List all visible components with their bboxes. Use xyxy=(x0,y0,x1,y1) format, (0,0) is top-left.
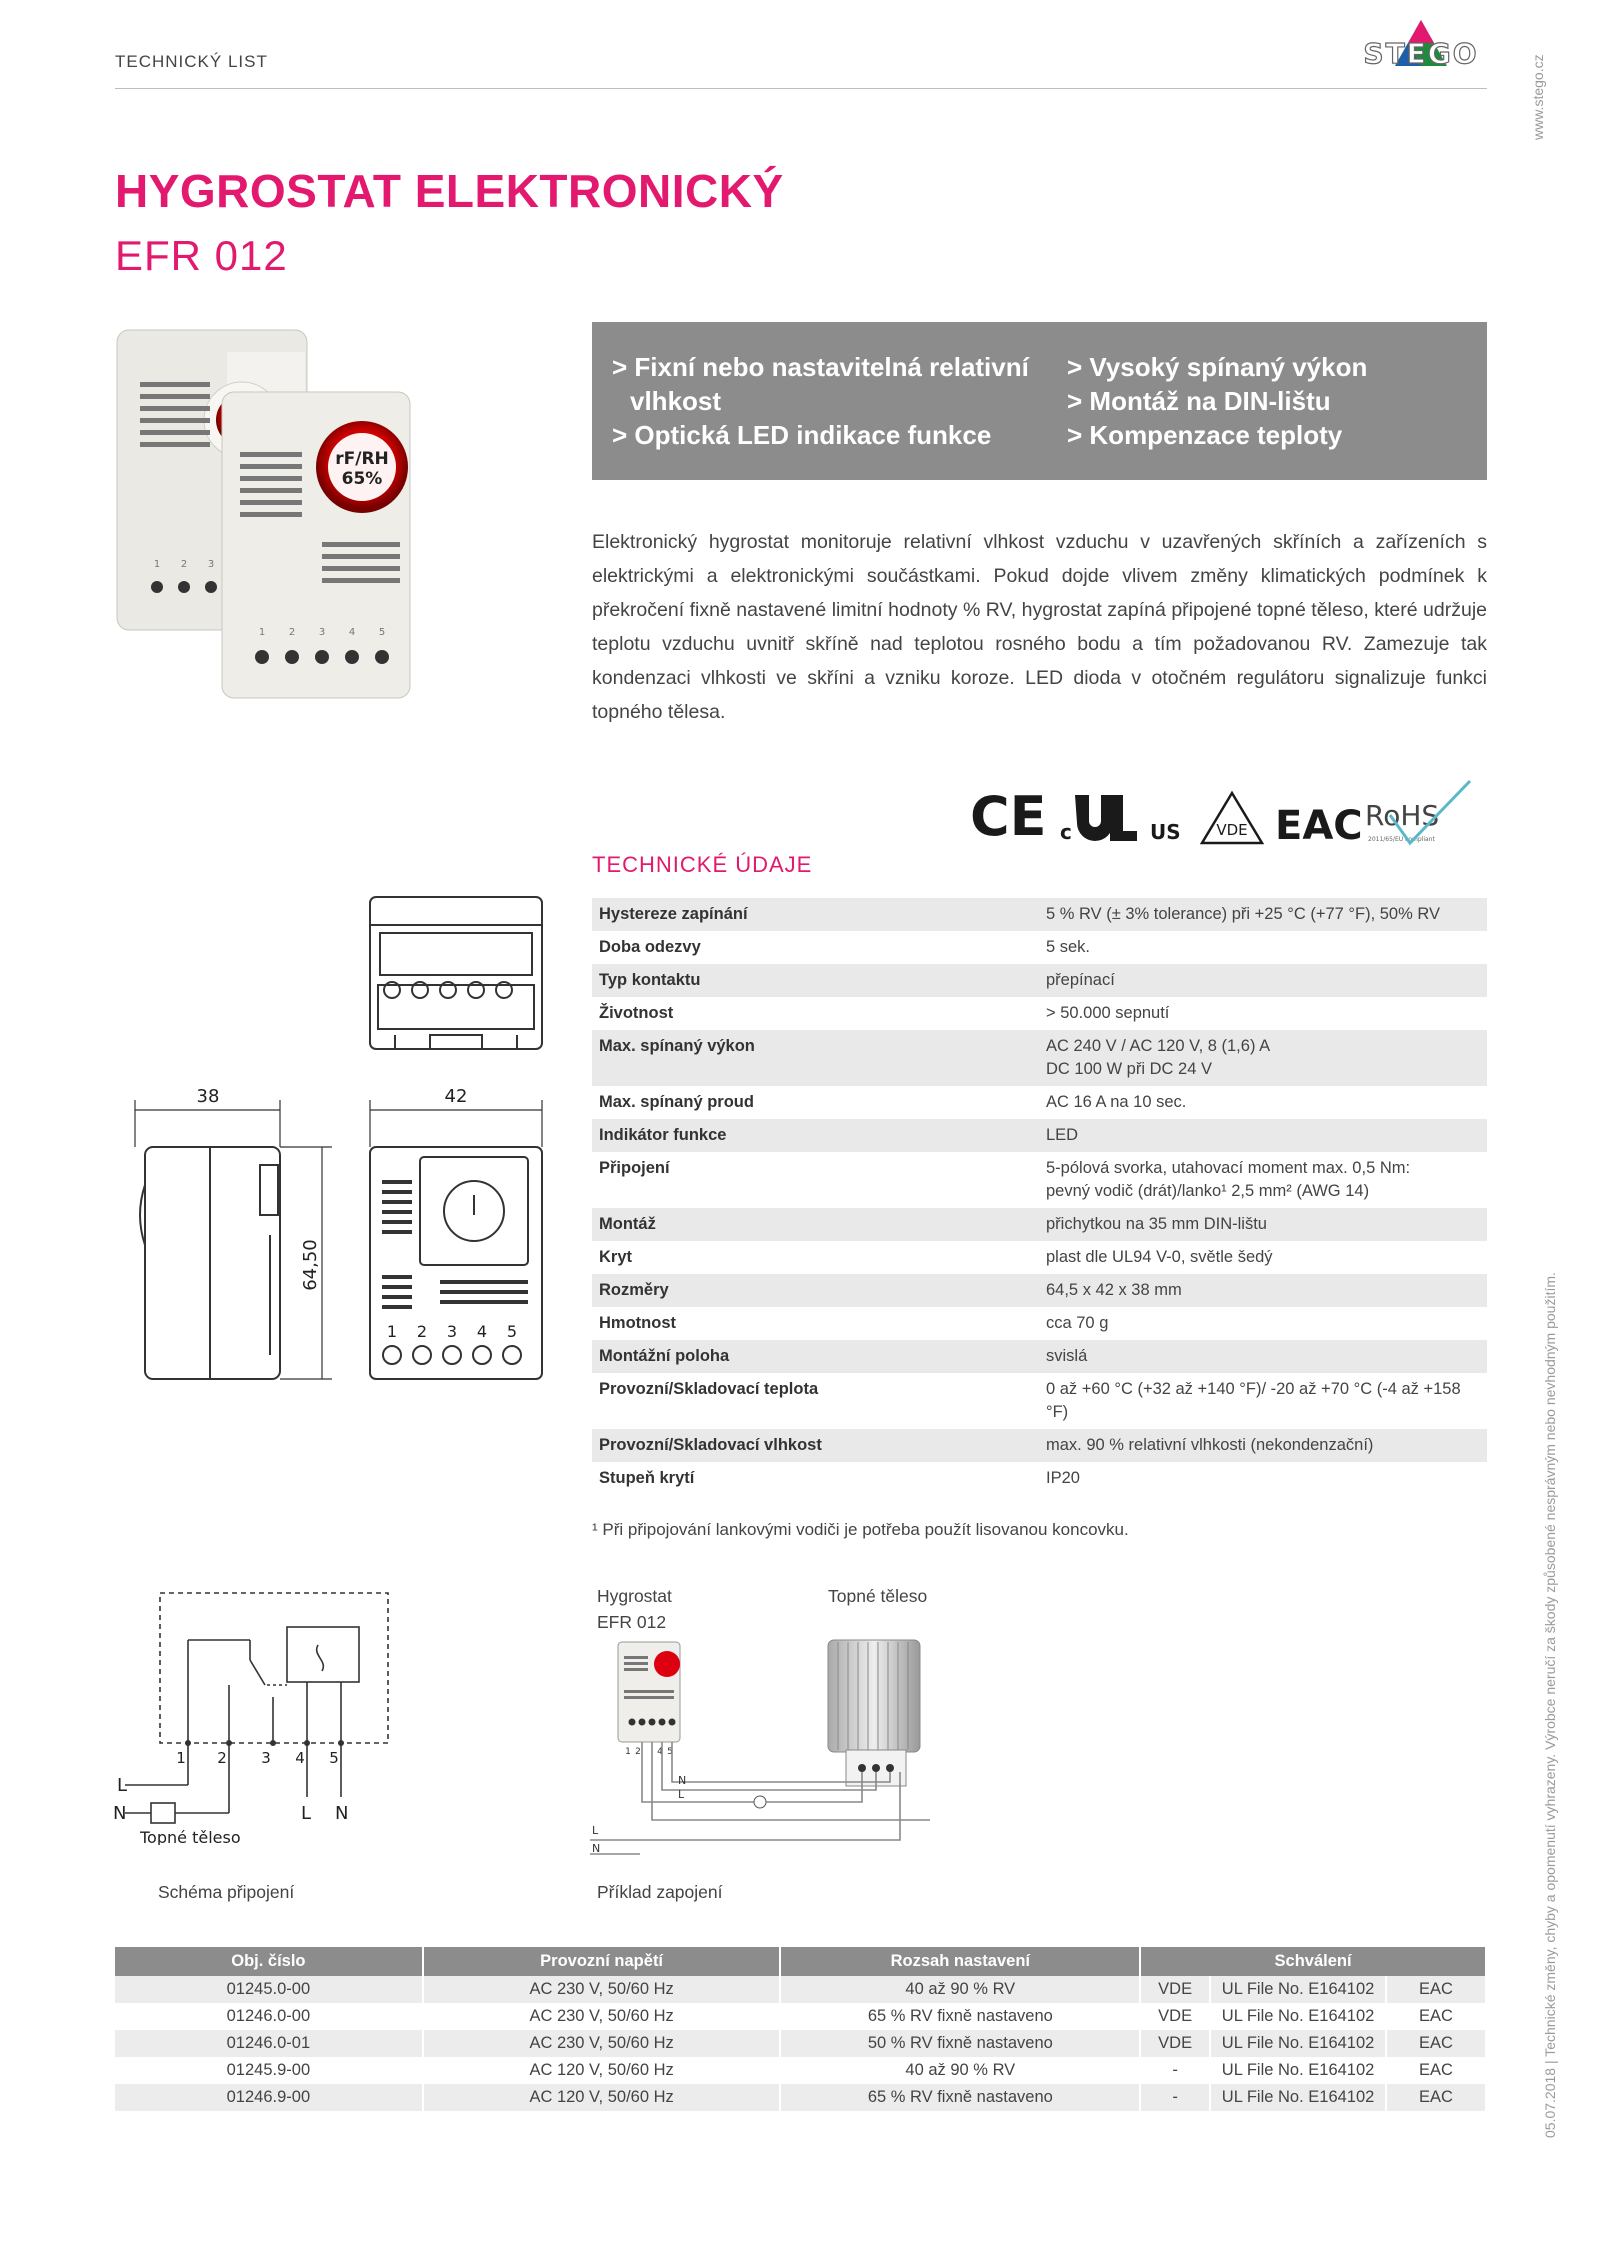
page-title: HYGROSTAT ELEKTRONICKÝ xyxy=(115,165,784,217)
spec-value: LED xyxy=(1039,1119,1487,1152)
ex-wire-L: L xyxy=(678,1788,685,1801)
ul-c-mark: c xyxy=(1060,820,1072,844)
wiring-example xyxy=(590,1632,930,1864)
order-row xyxy=(115,2084,1486,2111)
feature-temp-compensation: > Kompenzace teploty xyxy=(1067,420,1343,450)
order-table xyxy=(115,1947,1487,2111)
col-header-order-no: Obj. číslo xyxy=(115,1947,423,1976)
order-row xyxy=(115,1976,1486,2003)
front-terminal-1: 1 xyxy=(258,627,266,638)
order-cell: 01245.9-00 xyxy=(115,2057,423,2084)
ex-terminal-4: 4 xyxy=(657,1747,663,1757)
svg-text:STEGO: STEGO xyxy=(1363,37,1479,70)
order-row xyxy=(115,2057,1486,2084)
schem-terminal-4: 4 xyxy=(295,1749,305,1767)
schem-terminal-1: 1 xyxy=(176,1749,186,1767)
order-cell: 65 % RV fixně nastaveno xyxy=(780,2084,1140,2111)
spec-key: Hystereze zapínání xyxy=(592,898,1039,931)
spec-key: Doba odezvy xyxy=(599,938,701,956)
document-type: TECHNICKÝ LIST xyxy=(115,52,268,71)
spec-key: Max. spínaný výkon xyxy=(592,1030,1039,1086)
order-cell: 01245.0-00 xyxy=(115,1976,423,2003)
rohs-text: RoHS xyxy=(1365,799,1440,832)
example-heater-label: Topné těleso xyxy=(828,1586,928,1606)
front-terminal-4: 4 xyxy=(348,627,356,638)
order-cell: AC 230 V, 50/60 Hz xyxy=(423,2030,781,2057)
order-cell: 50 % RV fixně nastaveno xyxy=(780,2030,1140,2057)
rohs-note: 2011/65/EU compliant xyxy=(1368,836,1435,843)
order-cell: AC 120 V, 50/60 Hz xyxy=(423,2084,781,2111)
schem-N-label: N xyxy=(113,1803,127,1824)
dim-terminal-1: 1 xyxy=(386,1322,398,1341)
order-cell: UL File No. E164102 xyxy=(1210,2003,1386,2030)
spec-key: Kryt xyxy=(599,1248,633,1266)
spec-row xyxy=(592,964,1487,997)
ul-us-mark: US xyxy=(1150,820,1181,844)
knob-label-1: rF/RH xyxy=(335,449,389,469)
spec-value-line: DC 100 W při DC 24 V xyxy=(1046,1060,1212,1078)
schem-terminal-2: 2 xyxy=(217,1749,227,1767)
order-cell: EAC xyxy=(1386,2003,1486,2030)
ex-terminal-1: 1 xyxy=(625,1747,631,1757)
spec-row xyxy=(592,1152,1487,1208)
rohs-mark xyxy=(1365,781,1470,843)
side-legal-note: 05.07.2018 | Technické změny, chyby a opomenutí vyhrazeny. Výrobce neručí za škody způsobené nesprávným nebo nevhodným použitím. xyxy=(1542,1272,1558,2138)
order-header-row xyxy=(115,1947,1486,1976)
order-row xyxy=(115,2003,1486,2030)
spec-row xyxy=(592,1462,1487,1495)
spec-value: 5 % RV (± 3% tolerance) při +25 °C (+77 °F), 50% RV xyxy=(1039,898,1487,931)
order-cell: 40 až 90 % RV xyxy=(780,1976,1140,2003)
spec-key: Montáž xyxy=(592,1208,1039,1241)
order-cell: EAC xyxy=(1386,1976,1486,2003)
ex-supply-N: N xyxy=(592,1842,601,1855)
tech-data-heading: TECHNICKÉ ÚDAJE xyxy=(592,852,813,877)
dim-terminal-4: 4 xyxy=(476,1322,488,1341)
order-row xyxy=(115,2030,1486,2057)
order-cell: VDE xyxy=(1140,1976,1210,2003)
schem-L-out-label: L xyxy=(301,1803,312,1824)
spec-row xyxy=(592,1030,1487,1086)
spec-value: plast dle UL94 V-0, světle šedý xyxy=(1046,1248,1273,1266)
spec-key: Typ kontaktu xyxy=(592,964,1039,997)
example-hygrostat-label-1: Hygrostat xyxy=(597,1586,672,1606)
spec-value: 0 až +60 °C (+32 až +140 °F)/ -20 až +70 °C (-4 až +158 °F) xyxy=(1046,1380,1461,1421)
eac-mark: EAC xyxy=(1275,803,1363,849)
schem-terminal-3: 3 xyxy=(261,1749,271,1767)
spec-row xyxy=(592,997,1487,1030)
spec-value: svislá xyxy=(1039,1340,1487,1373)
order-cell: AC 230 V, 50/60 Hz xyxy=(423,1976,781,2003)
order-cell: 65 % RV fixně nastaveno xyxy=(780,2003,1140,2030)
feature-high-switching: > Vysoký spínaný výkon xyxy=(1067,352,1368,382)
intro-paragraph: Elektronický hygrostat monitoruje relativní vlhkost vzduchu v uzavřených skříních a zařízeních s elektrickými a elektronickými součástkami. Pokud dojde vlivem změny klimatických podmínek k překročení fixně nastavené limitní hodnoty % RV, hygrostat zapíná připojené topné těleso, které udržuje teplotu vzduchu uvnitř skříně nad teplotou rosného bodu a tím požadovanou RV. Zamezuje tak kondenzaci vlhkosti ve skříni a vzniku koroze. LED dioda v otočném regulátoru signalizuje funkci topného tělesa. xyxy=(592,531,1487,723)
feature-box xyxy=(592,322,1487,480)
ex-terminal-2: 2 xyxy=(635,1747,641,1757)
spec-row xyxy=(592,1274,1487,1307)
back-terminal-1: 1 xyxy=(153,559,161,570)
spec-value: přepínací xyxy=(1039,964,1487,997)
knob-label-2: 65% xyxy=(341,469,383,489)
schematic-caption: Schéma připojení xyxy=(158,1882,295,1902)
spec-table xyxy=(592,898,1487,1495)
dim-terminal-5: 5 xyxy=(506,1322,518,1341)
spec-key: Provozní/Skladovací vlhkost xyxy=(592,1429,1039,1462)
stego-logo xyxy=(1355,18,1487,80)
certification-marks xyxy=(970,775,1490,855)
back-terminal-2: 2 xyxy=(180,559,188,570)
ex-supply-L: L xyxy=(592,1824,599,1837)
spec-key: Rozměry xyxy=(592,1274,1039,1307)
connection-schematic xyxy=(105,1585,405,1845)
order-cell: EAC xyxy=(1386,2030,1486,2057)
order-cell: 40 až 90 % RV xyxy=(780,2057,1140,2084)
ex-terminal-5: 5 xyxy=(667,1747,673,1757)
dimension-drawing xyxy=(120,885,560,1395)
spec-value xyxy=(1039,1152,1487,1208)
order-cell: UL File No. E164102 xyxy=(1210,2084,1386,2111)
footnote: ¹ Při připojování lankovými vodiči je potřeba použít lisovanou koncovku. xyxy=(592,1520,1129,1539)
ce-mark: CE xyxy=(970,785,1047,848)
spec-key: Připojení xyxy=(599,1159,670,1177)
schem-N-out-label: N xyxy=(335,1803,349,1824)
spec-row xyxy=(592,1208,1487,1241)
dim-height: 64,50 xyxy=(300,1239,321,1291)
spec-key: Hmotnost xyxy=(599,1314,676,1332)
spec-value: přichytkou na 35 mm DIN-lištu xyxy=(1039,1208,1487,1241)
col-header-approvals: Schválení xyxy=(1140,1947,1486,1976)
order-cell: VDE xyxy=(1140,2030,1210,2057)
order-cell: VDE xyxy=(1140,2003,1210,2030)
dim-terminal-2: 2 xyxy=(416,1322,428,1341)
spec-row xyxy=(592,931,1487,964)
order-cell: - xyxy=(1140,2084,1210,2111)
page-subtitle: EFR 012 xyxy=(115,232,288,279)
order-cell: - xyxy=(1140,2057,1210,2084)
product-photo xyxy=(112,322,412,702)
dim-terminal-3: 3 xyxy=(446,1322,458,1341)
schem-heater-label: Topné těleso xyxy=(140,1828,241,1845)
front-terminal-2: 2 xyxy=(288,627,296,638)
order-cell: UL File No. E164102 xyxy=(1210,2057,1386,2084)
example-hygrostat-label-2: EFR 012 xyxy=(597,1612,667,1632)
spec-key: Montážní poloha xyxy=(592,1340,1039,1373)
spec-row xyxy=(592,1307,1487,1340)
order-cell: UL File No. E164102 xyxy=(1210,1976,1386,2003)
spec-row xyxy=(592,1241,1487,1274)
spec-key: Max. spínaný proud xyxy=(599,1093,754,1111)
order-cell: 01246.9-00 xyxy=(115,2084,423,2111)
col-header-range: Rozsah nastavení xyxy=(780,1947,1140,1976)
spec-value-line: 5-pólová svorka, utahovací moment max. 0,5 Nm: xyxy=(1046,1159,1411,1177)
spec-value xyxy=(1039,1030,1487,1086)
spec-row xyxy=(592,1429,1487,1462)
front-terminal-3: 3 xyxy=(318,627,326,638)
side-url: www.stego.cz xyxy=(1530,54,1546,140)
example-caption: Příklad zapojení xyxy=(597,1882,723,1902)
order-cell: 01246.0-00 xyxy=(115,2003,423,2030)
spec-value: cca 70 g xyxy=(1046,1314,1109,1332)
order-cell: AC 120 V, 50/60 Hz xyxy=(423,2057,781,2084)
spec-key: Provozní/Skladovací teplota xyxy=(599,1380,819,1398)
ex-wire-N: N xyxy=(678,1774,687,1787)
spec-value: max. 90 % relativní vlhkosti (nekondenzační) xyxy=(1039,1429,1487,1462)
dim-depth: 38 xyxy=(196,1086,220,1107)
spec-row xyxy=(592,1119,1487,1152)
ul-mark xyxy=(1075,795,1137,841)
order-cell: AC 230 V, 50/60 Hz xyxy=(423,2003,781,2030)
order-cell: UL File No. E164102 xyxy=(1210,2030,1386,2057)
spec-key: Stupeň krytí xyxy=(599,1469,695,1487)
header-divider xyxy=(115,88,1487,89)
spec-value-line: AC 240 V / AC 120 V, 8 (1,6) A xyxy=(1046,1037,1271,1055)
schem-terminal-5: 5 xyxy=(329,1749,339,1767)
spec-value: IP20 xyxy=(1046,1469,1080,1487)
spec-value: 64,5 x 42 x 38 mm xyxy=(1039,1274,1487,1307)
front-terminal-5: 5 xyxy=(378,627,386,638)
spec-row xyxy=(592,1340,1487,1373)
feature-led-indication: > Optická LED indikace funkce xyxy=(612,420,992,450)
col-header-voltage: Provozní napětí xyxy=(423,1947,781,1976)
spec-key: Životnost xyxy=(599,1004,674,1022)
order-cell: EAC xyxy=(1386,2084,1486,2111)
feature-din-mount: > Montáž na DIN-lištu xyxy=(1067,386,1331,416)
order-cell: EAC xyxy=(1386,2057,1486,2084)
vde-text: VDE xyxy=(1216,821,1248,839)
order-cell: 01246.0-01 xyxy=(115,2030,423,2057)
spec-value: 5 sek. xyxy=(1046,938,1091,956)
spec-key: Indikátor funkce xyxy=(592,1119,1039,1152)
spec-row xyxy=(592,1373,1487,1429)
spec-value-line: pevný vodič (drát)/lanko¹ 2,5 mm² (AWG 14) xyxy=(1046,1182,1370,1200)
schem-L-label: L xyxy=(117,1775,128,1796)
spec-row xyxy=(592,1086,1487,1119)
spec-value: AC 16 A na 10 sec. xyxy=(1046,1093,1187,1111)
spec-value: > 50.000 sepnutí xyxy=(1046,1004,1170,1022)
dim-width: 42 xyxy=(444,1086,468,1107)
back-terminal-3: 3 xyxy=(207,559,215,570)
feature-fixed-or-adjustable: > Fixní nebo nastavitelná relativní xyxy=(612,352,1029,382)
vde-mark xyxy=(1202,793,1262,843)
feature-fixed-or-adjustable-cont: vlhkost xyxy=(630,386,722,416)
spec-row xyxy=(592,898,1487,931)
